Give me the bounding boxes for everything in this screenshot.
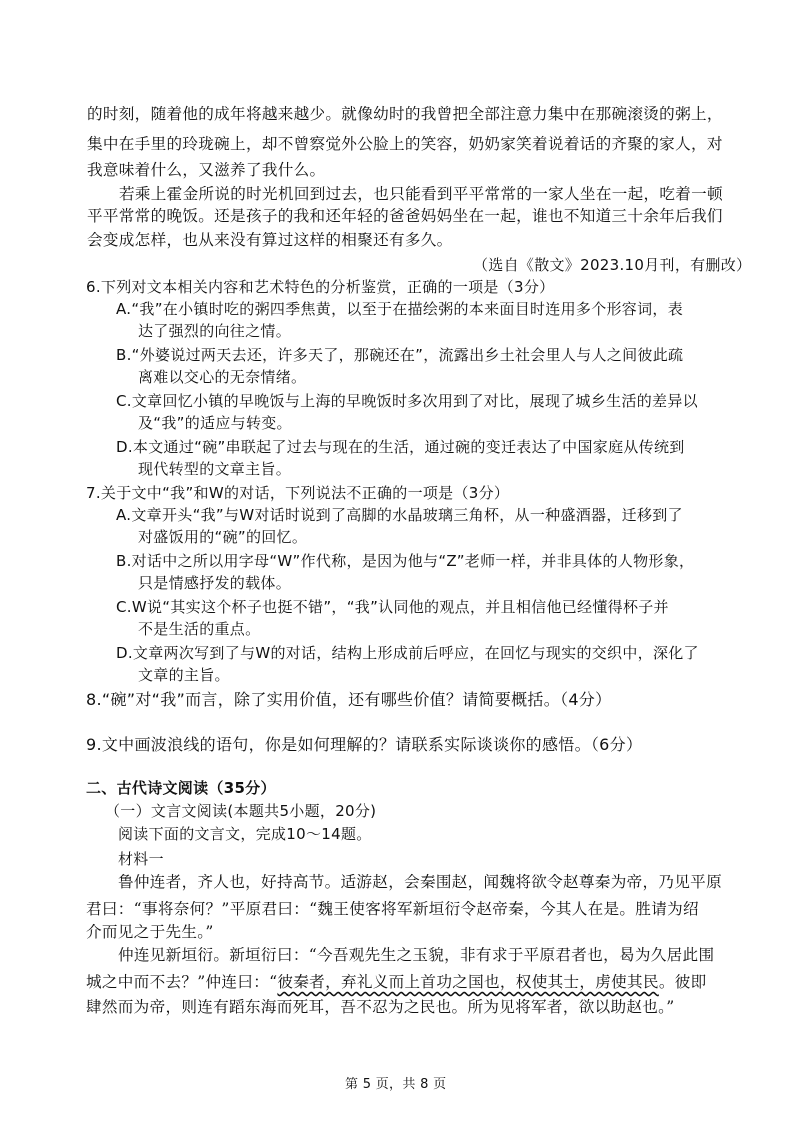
- q6-option-c-cont: 及“我”的适应与转变。: [138, 414, 292, 432]
- classical-text-line: 介而见之于先生。”: [86, 923, 214, 941]
- essay-line: 平平常常的晚饭。还是孩子的我和还年轻的爸爸妈妈坐在一起，谁也不知道三十余年后我们: [87, 207, 723, 225]
- text-segment: 城之中而不去？”仲连曰：“: [86, 973, 278, 991]
- question-9: 9.文中画波浪线的语句，你是如何理解的？请联系实际谈谈你的感悟。（6分）: [86, 735, 643, 754]
- q6-option-c: C.文章回忆小镇的早晚饭与上海的早晚饭时多次用到了对比，展现了城乡生活的差异以: [116, 392, 698, 410]
- q7-option-c-cont: 不是生活的重点。: [138, 620, 261, 638]
- wavy-underlined-sentence: 彼秦者，弃礼义而上首功之国也，权使其士，虏使其民: [277, 973, 659, 991]
- material-label: 材料一: [118, 850, 164, 868]
- page-number-footer: 第 5 页，共 8 页: [345, 1077, 447, 1092]
- q7-option-d-cont: 文章的主旨。: [138, 666, 230, 684]
- classical-text-line: 鲁仲连者，齐人也，好持高节。适游赵，会秦围赵，闻魏将欲令赵尊秦为帝，乃见平原: [118, 873, 722, 891]
- classical-text-line: [86, 972, 707, 992]
- q6-option-a: A.“我”在小镇时吃的粥四季焦黄，以至于在描绘粥的本来面目时连用多个形容词，表: [116, 300, 684, 318]
- q6-option-d-cont: 现代转型的文章主旨。: [138, 460, 292, 478]
- classical-text-line: 君曰：“事将奈何？”平原君曰：“魏王使客将军新垣衍令赵帝秦，今其人在是。胜请为绍: [86, 900, 699, 918]
- q7-option-b-cont: 只是情感抒发的载体。: [138, 574, 292, 592]
- text-segment: 。彼即: [658, 973, 707, 991]
- question-8: 8.“碗”对“我”而言，除了实用价值，还有哪些价值？请简要概括。（4分）: [86, 690, 612, 709]
- essay-source: （选自《散文》2023.10月刊，有删改）: [473, 256, 752, 274]
- q7-option-c: C.W说“其实这个杯子也挺不错”，“我”认同他的观点，并且相信他已经懂得杯子并: [116, 598, 669, 616]
- essay-line: 集中在手里的玲珑碗上，却不曾察觉外公脸上的笑容，奶奶家笑着说着话的齐聚的家人，对: [87, 135, 723, 153]
- q7-option-a-cont: 对盛饭用的“碗”的回忆。: [138, 528, 308, 546]
- classical-text-line: 仲连见新垣衍。新垣衍曰：“今吾观先生之玉貌，非有求于平原君者也，曷为久居此围: [118, 946, 715, 964]
- classical-text-line: 肆然而为帝，则连有蹈东海而死耳，吾不忍为之民也。所为见将军者，欲以助赵也。”: [86, 998, 675, 1016]
- section-2-subtitle: （一）文言文阅读(本题共5小题，20分): [105, 802, 377, 820]
- essay-line: 我意味着什么，又滋养了我什么。: [87, 161, 326, 179]
- essay-line: 若乘上霍金所说的时光机回到过去，也只能看到平平常常的一家人坐在一起，吃着一顿: [119, 185, 723, 203]
- q7-option-b: B.对话中之所以用字母“W”作代称，是因为他与“Z”老师一样，并非具体的人物形象，: [116, 552, 695, 570]
- essay-line: 会变成怎样，也从来没有算过这样的相聚还有多久。: [87, 231, 453, 249]
- essay-line: 的时刻，随着他的成年将越来越少。就像幼时的我曾把全部注意力集中在那碗滚烫的粥上，: [87, 105, 723, 123]
- q6-option-d: D.本文通过“碗”串联起了过去与现在的生活，通过碗的变迁表达了中国家庭从传统到: [116, 438, 685, 456]
- q6-option-a-cont: 达了强烈的向往之情。: [138, 322, 292, 340]
- q7-option-d: D.文章两次写到了与W的对话，结构上形成前后呼应，在回忆与现实的交织中，深化了: [116, 644, 699, 662]
- section-2-title: 二、古代诗文阅读（35分）: [86, 779, 276, 797]
- q6-option-b-cont: 离难以交心的无奈情绪。: [138, 368, 307, 386]
- question-7-stem: 7.关于文中“我”和W的对话，下列说法不正确的一项是（3分）: [86, 484, 510, 502]
- section-2-instruction: 阅读下面的文言文，完成10～14题。: [118, 825, 372, 843]
- q6-option-b: B.“外婆说过两天去还，许多天了，那碗还在”，流露出乡土社会里人与人之间彼此疏: [116, 346, 684, 364]
- question-6-stem: 6.下列对文本相关内容和艺术特色的分析鉴赏，正确的一项是（3分）: [86, 278, 555, 296]
- q7-option-a: A.文章开头“我”与W对话时说到了高脚的水晶玻璃三角杯，从一种盛酒器，迁移到了: [116, 506, 683, 524]
